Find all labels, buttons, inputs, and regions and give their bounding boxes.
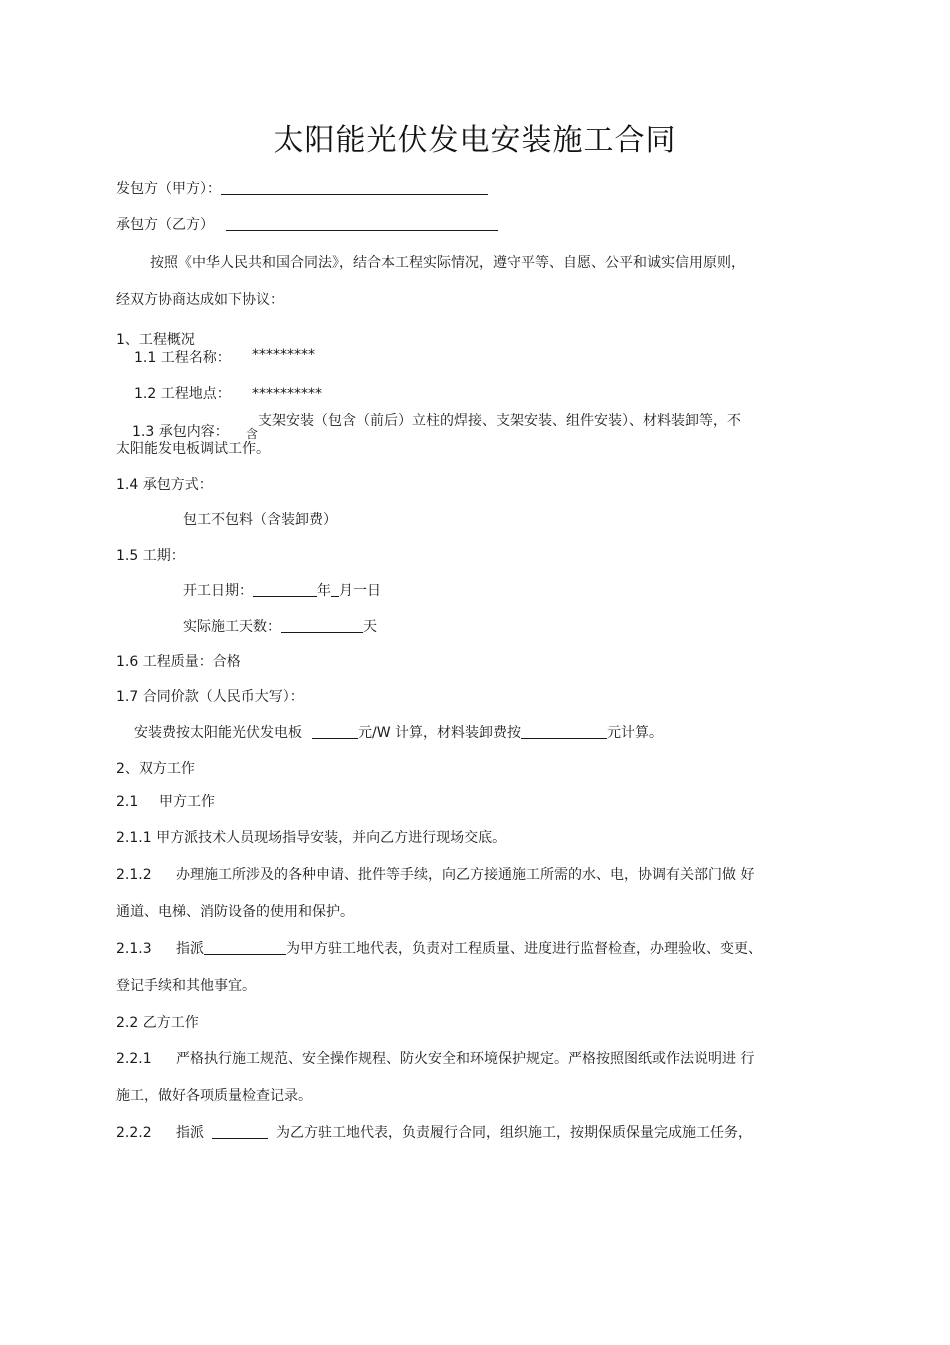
document-title: 太阳能光伏发电安装施工合同	[273, 123, 677, 158]
clause-2-2-2-line1	[176, 1124, 752, 1142]
clause-2-1-3-line1	[176, 940, 762, 958]
actual-days-unit: 天	[363, 619, 377, 635]
clause-2-1-3-line2: 登记手续和其他事宜。	[116, 978, 256, 994]
party-a-work-num: 2.1	[116, 794, 139, 810]
clause-2-1-3-num: 2.1.3	[116, 941, 152, 957]
start-month-text: 月	[339, 583, 353, 599]
start-date-label: 开工日期：	[183, 583, 253, 599]
start-month-blank	[331, 582, 339, 597]
price-line	[134, 724, 663, 742]
clause-2-1-2-line1: 办理施工所涉及的各种申请、批件等手续，向乙方接通施工所需的水、电，协调有关部门做 好	[176, 867, 755, 883]
scope-label: 1.3 承包内容：	[132, 424, 229, 440]
clause-2-2-2-post: 为乙方驻工地代表，负责履行合同，组织施工，按期保质保量完成施工任务，	[276, 1125, 752, 1141]
start-year-text: 年	[317, 583, 331, 599]
loading-fee-blank	[521, 724, 607, 739]
start-day-text: 一日	[353, 583, 381, 599]
party-a-label: 发包方（甲方）：	[116, 181, 221, 197]
party-a-blank	[221, 180, 488, 195]
project-location-label: 1.2 工程地点：	[134, 386, 231, 402]
party-a-line	[116, 180, 488, 198]
clause-2-2-2-pre: 指派	[176, 1125, 204, 1141]
scope-overlap-char: 含	[246, 427, 259, 441]
party-a-work-heading: 甲方工作	[159, 794, 215, 810]
price-text-a: 安装费按太阳能光伏发电板	[134, 725, 302, 741]
party-b-work-heading: 2.2 乙方工作	[116, 1015, 199, 1031]
party-a-rep-blank	[204, 940, 286, 955]
clause-2-1-3-pre: 指派	[176, 941, 204, 957]
party-b-rep-blank	[212, 1124, 268, 1139]
scope-text-2: 太阳能发电板调试工作。	[116, 441, 270, 457]
actual-days-line	[183, 618, 377, 636]
project-location-value: **********	[252, 386, 322, 402]
intro-line-1: 按照《中华人民共和国合同法》，结合本工程实际情况，遵守平等、自愿、公平和诚实信用原则，	[150, 255, 745, 271]
price-text-b: 元/W 计算，材料装卸费按	[358, 725, 522, 741]
clause-2-2-1-num: 2.2.1	[116, 1051, 152, 1067]
clause-2-1-2-num: 2.1.2	[116, 867, 152, 883]
clause-2-2-1-line1: 严格执行施工规范、安全操作规程、防火安全和环境保护规定。严格按照图纸或作法说明进 行	[176, 1051, 755, 1067]
intro-line-2: 经双方协商达成如下协议：	[116, 292, 284, 308]
actual-days-label: 实际施工天数：	[183, 619, 281, 635]
start-date-line	[183, 582, 381, 600]
project-name-value: *********	[252, 347, 315, 363]
clause-2-2-2-num: 2.2.2	[116, 1125, 152, 1141]
clause-2-1-3-post: 为甲方驻工地代表，负责对工程质量、进度进行监督检查，办理验收、变更、	[286, 941, 762, 957]
party-b-line	[116, 216, 498, 234]
quality-line: 1.6 工程质量：合格	[116, 654, 241, 670]
price-label: 1.7 合同价款（人民币大写）：	[116, 689, 304, 705]
start-year-blank	[253, 582, 317, 597]
price-text-c: 元计算。	[607, 725, 664, 741]
project-name-label: 1.1 工程名称：	[134, 350, 231, 366]
party-b-blank	[226, 216, 498, 231]
party-b-label: 承包方（乙方）	[116, 217, 214, 233]
method-label: 1.4 承包方式：	[116, 477, 213, 493]
period-label: 1.5 工期：	[116, 548, 185, 564]
scope-text: 支架安装（包含（前后）立柱的焊接、支架安装、组件安装）、材料装卸等，不	[258, 413, 741, 429]
price-per-watt-blank	[312, 724, 358, 739]
section1-heading: 1、工程概况	[116, 332, 195, 348]
section2-heading: 2、双方工作	[116, 761, 195, 777]
clause-2-1-1: 2.1.1 甲方派技术人员现场指导安装，并向乙方进行现场交底。	[116, 830, 507, 846]
method-value: 包工不包料（含装卸费）	[183, 512, 337, 528]
clause-2-1-2-line2: 通道、电梯、消防设备的使用和保护。	[116, 904, 354, 920]
actual-days-blank	[281, 618, 363, 633]
clause-2-2-1-line2: 施工，做好各项质量检查记录。	[116, 1088, 312, 1104]
